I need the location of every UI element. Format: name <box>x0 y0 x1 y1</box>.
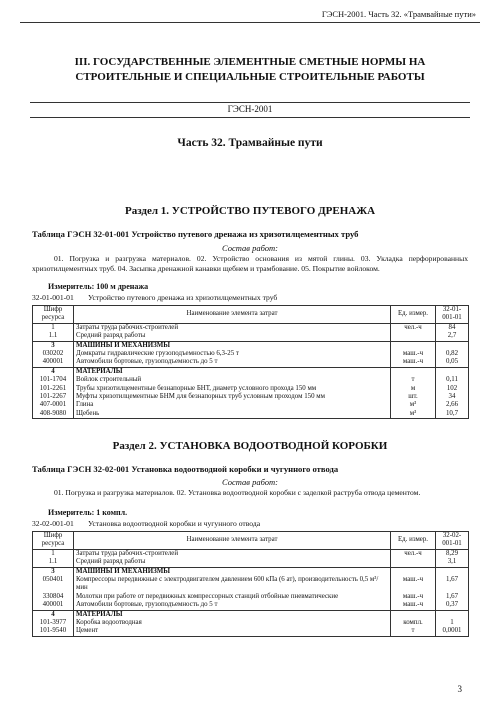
table-row <box>33 576 469 593</box>
section-1-norm-line <box>32 293 277 302</box>
table-row <box>33 601 469 610</box>
cell-value: 10,7 <box>436 410 469 419</box>
cell-unit: маш.-ч <box>391 358 436 367</box>
cell-code: 101-1704 <box>33 376 74 384</box>
cell-unit: т <box>391 376 436 384</box>
header-unit: Ед. измер. <box>391 306 436 324</box>
cell-code: 400001 <box>33 601 74 610</box>
cell-value: 1,67 <box>436 593 469 601</box>
cell-unit <box>391 610 436 619</box>
running-head: ГЭСН-2001. Часть 32. «Трамвайные пути» <box>321 9 476 19</box>
section-2-composition: Состав работ: <box>222 477 278 487</box>
cell-code: 330804 <box>33 593 74 601</box>
cell-value: 1 <box>436 619 469 627</box>
cell-code: 101-2267 <box>33 393 74 401</box>
table-row <box>33 610 469 619</box>
main-title <box>40 55 460 85</box>
collection-code: ГЭСН-2001 <box>227 104 273 114</box>
cell-code: 407-0001 <box>33 401 74 409</box>
section-2-title: Раздел 2. УСТАНОВКА ВОДООТВОДНОЙ КОРОБКИ <box>112 440 388 452</box>
cell-unit: т <box>391 627 436 636</box>
cell-code: 1 <box>33 323 74 332</box>
cell-name: Автомобили бортовые, грузоподъемность до 5 т <box>74 601 391 610</box>
page-number: 3 <box>457 684 462 694</box>
table-row <box>33 376 469 384</box>
cell-name: Коробка водоотводная <box>74 619 391 627</box>
cell-value: 2,7 <box>436 332 469 341</box>
cell-name: МАШИНЫ И МЕХАНИЗМЫ <box>74 567 391 576</box>
table-row <box>33 385 469 393</box>
cell-unit: шт. <box>391 393 436 401</box>
cell-value: 8,29 <box>436 549 469 558</box>
cell-unit: м³ <box>391 410 436 419</box>
cell-name: МАТЕРИАЛЫ <box>74 367 391 376</box>
cell-value: 0,11 <box>436 376 469 384</box>
table-header-row <box>33 532 469 550</box>
section-2-meter: Измеритель: 1 компл. <box>48 508 128 517</box>
cell-name: МАТЕРИАЛЫ <box>74 610 391 619</box>
cell-unit: компл. <box>391 619 436 627</box>
cell-unit: чел.-ч <box>391 549 436 558</box>
cell-value: 2,66 <box>436 401 469 409</box>
cell-name: Войлок строительный <box>74 376 391 384</box>
cell-code: 4 <box>33 367 74 376</box>
table-row <box>33 323 469 332</box>
cell-value: 0,0001 <box>436 627 469 636</box>
table-row <box>33 627 469 636</box>
section-1-title: Раздел 1. УСТРОЙСТВО ПУТЕВОГО ДРЕНАЖА <box>124 205 376 217</box>
cell-unit: маш.-ч <box>391 576 436 593</box>
section-1-table-title: Таблица ГЭСН 32-01-001 Устройство путевого дренажа из хризотилцементных труб <box>32 229 359 239</box>
cell-unit <box>391 341 436 350</box>
part-title: Часть 32. Трамвайные пути <box>177 137 323 149</box>
table-row <box>33 401 469 409</box>
cell-value <box>436 341 469 350</box>
cell-code: 050401 <box>33 576 74 593</box>
cell-name: Автомобили бортовые, грузоподъемность до 5 т <box>74 358 391 367</box>
cell-value: 0,05 <box>436 358 469 367</box>
section-1-norm-desc: Устройство путевого дренажа из хризотилцементных труб <box>88 293 278 302</box>
cell-value <box>436 367 469 376</box>
section-1-norm-code: 32-01-001-01 <box>32 293 74 302</box>
section-1-composition: Состав работ: <box>222 243 278 253</box>
cell-value: 3,1 <box>436 558 469 567</box>
cell-code: 408-9080 <box>33 410 74 419</box>
header-name: Наименование элемента затрат <box>74 306 391 324</box>
table-row <box>33 567 469 576</box>
table-row <box>33 341 469 350</box>
table-row <box>33 367 469 376</box>
cell-unit: маш.-ч <box>391 593 436 601</box>
section-2-norm-line <box>32 519 260 528</box>
cell-unit: чел.-ч <box>391 323 436 332</box>
cell-unit: маш.-ч <box>391 350 436 358</box>
cell-name: Домкраты гидравлические грузоподъемностью 6,3-25 т <box>74 350 391 358</box>
cell-value: 1,67 <box>436 576 469 593</box>
cell-name: Цемент <box>74 627 391 636</box>
table-row <box>33 619 469 627</box>
cell-code: 400001 <box>33 358 74 367</box>
cell-value <box>436 610 469 619</box>
table-row <box>33 558 469 567</box>
cell-name: Трубы хризотилцементные безнапорные БНТ, диаметр условного прохода 150 мм <box>74 385 391 393</box>
table-row <box>33 410 469 419</box>
cell-code: 4 <box>33 610 74 619</box>
cell-code: 030202 <box>33 350 74 358</box>
table-row <box>33 350 469 358</box>
header-name: Наименование элемента затрат <box>74 532 391 550</box>
main-title-line-2: СТРОИТЕЛЬНЫЕ И СПЕЦИАЛЬНЫЕ СТРОИТЕЛЬНЫЕ РАБОТЫ <box>75 71 425 83</box>
cell-value: 0,82 <box>436 350 469 358</box>
cell-name: МАШИНЫ И МЕХАНИЗМЫ <box>74 341 391 350</box>
cell-name: Компрессоры передвижные с электродвигателем давлением 600 кПа (6 ат), производительность 0,5 м³/мин <box>74 576 391 593</box>
table-row <box>33 549 469 558</box>
cell-unit: м <box>391 385 436 393</box>
code-rule-top <box>30 102 470 103</box>
table-row <box>33 593 469 601</box>
cell-name: Щебень <box>74 410 391 419</box>
cell-unit: маш.-ч <box>391 601 436 610</box>
cell-code: 1.1 <box>33 332 74 341</box>
cell-name: Затраты труда рабочих-строителей <box>74 323 391 332</box>
header-norm-code: 32-01-001-01 <box>436 306 469 324</box>
section-2-table-title: Таблица ГЭСН 32-02-001 Установка водоотводной коробки и чугунного отвода <box>32 464 339 474</box>
header-code: Шифр ресурса <box>33 532 74 550</box>
cell-name: Средний разряд работы <box>74 558 391 567</box>
cell-unit <box>391 332 436 341</box>
cell-code: 101-9540 <box>33 627 74 636</box>
cell-unit <box>391 567 436 576</box>
cell-name: Муфты хризотилцементные БНМ для безнапорных труб условным проходом 150 мм <box>74 393 391 401</box>
cell-name: Молотки при работе от передвижных компрессорных станций отбойные пневматические <box>74 593 391 601</box>
cell-code: 3 <box>33 567 74 576</box>
cell-value: 0,37 <box>436 601 469 610</box>
table-row <box>33 332 469 341</box>
cell-name: Затраты труда рабочих-строителей <box>74 549 391 558</box>
table-row <box>33 358 469 367</box>
cell-value: 34 <box>436 393 469 401</box>
cell-unit: м³ <box>391 401 436 409</box>
table-header-row <box>33 306 469 324</box>
cell-unit <box>391 367 436 376</box>
cell-value: 84 <box>436 323 469 332</box>
section-2-norm-table <box>32 531 469 637</box>
table-row <box>33 393 469 401</box>
code-rule-bottom <box>30 117 470 118</box>
section-1-meter: Измеритель: 100 м дренажа <box>48 282 149 291</box>
cell-name: Средний разряд работы <box>74 332 391 341</box>
cell-value: 102 <box>436 385 469 393</box>
header-code: Шифр ресурса <box>33 306 74 324</box>
cell-code: 3 <box>33 341 74 350</box>
section-2-operations: 01. Погрузка и разгрузка материалов. 02. Установка водоотводной коробки с заделкой раструба отвода цементом. <box>54 488 421 497</box>
cell-code: 1.1 <box>33 558 74 567</box>
header-rule <box>20 22 480 23</box>
header-unit: Ед. измер. <box>391 532 436 550</box>
section-2-norm-code: 32-02-001-01 <box>32 519 74 528</box>
cell-name: Глина <box>74 401 391 409</box>
section-1-norm-table <box>32 305 469 419</box>
main-title-line-1: III. ГОСУДАРСТВЕННЫЕ ЭЛЕМЕНТНЫЕ СМЕТНЫЕ НОРМЫ НА <box>74 56 426 68</box>
cell-code: 1 <box>33 549 74 558</box>
header-norm-code: 32-02-001-01 <box>436 532 469 550</box>
cell-unit <box>391 558 436 567</box>
section-2-norm-desc: Установка водоотводной коробки и чугунного отвода <box>88 519 261 528</box>
cell-code: 101-3977 <box>33 619 74 627</box>
cell-code: 101-2261 <box>33 385 74 393</box>
section-1-operations: 01. Погрузка и разгрузка материалов. 02. Устройство основания из мятой глины. 03. Укладка перфорированных хризотилцементных труб. 04. Засыпка дренажной канавки щебнем и трамбование. 05. Покрытие войлоком. <box>32 254 468 273</box>
cell-value <box>436 567 469 576</box>
